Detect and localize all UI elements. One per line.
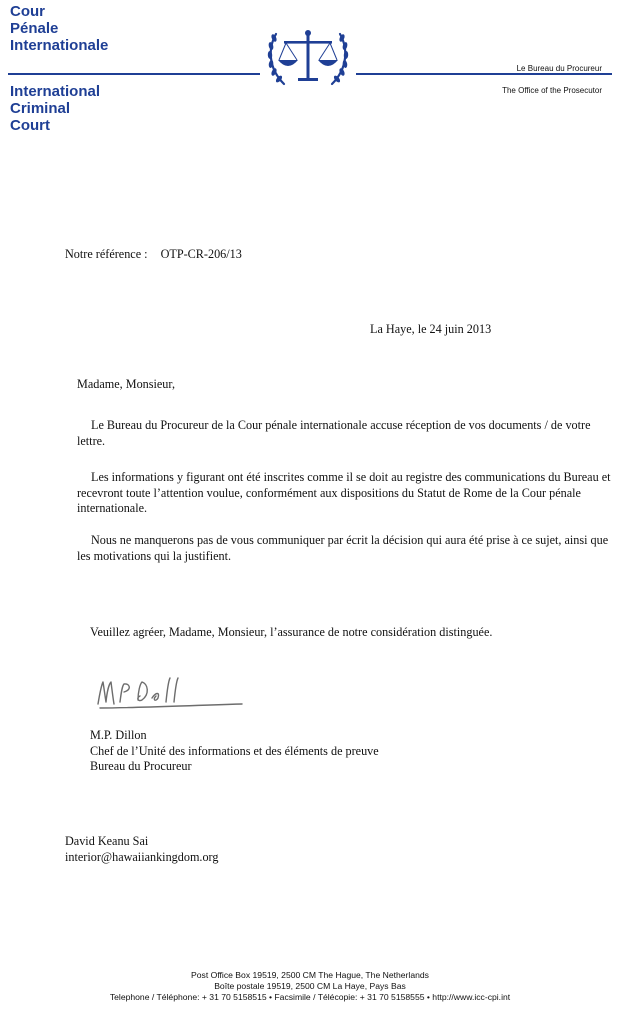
office-name-french: Le Bureau du Procureur: [516, 64, 602, 73]
letterhead-rule-right: [356, 73, 612, 75]
footer-address: [0, 970, 620, 1003]
footer-line-1: Post Office Box 19519, 2500 CM The Hague, The Netherlands: [191, 970, 429, 980]
reference-value: OTP-CR-206/13: [160, 247, 242, 261]
reference-line: [65, 247, 242, 263]
signatory-name: M.P. Dillon: [90, 728, 147, 742]
recipient-name: David Keanu Sai: [65, 834, 149, 848]
court-name-french: [10, 3, 108, 54]
closing-formula: Veuillez agréer, Madame, Monsieur, l’assurance de notre considération distinguée.: [90, 625, 493, 639]
body-paragraph-2: Les informations y figurant ont été inscrites comme il se doit au registre des communications du Bureau et recevront toute l’attention voulue, conformément aux dispositions du Statut de Rome de la Cour pénale internationale.: [77, 470, 611, 516]
court-name-en-line1: International: [10, 83, 101, 100]
court-name-en-line3: Court: [10, 117, 50, 134]
court-name-fr-line1: Cour: [10, 3, 45, 20]
salutation: Madame, Monsieur,: [77, 377, 176, 391]
signatory-block: [90, 728, 379, 775]
court-name-en-line2: Criminal: [10, 100, 71, 117]
recipient-email: interior@hawaiiankingdom.org: [65, 849, 219, 864]
signatory-title: Chef de l’Unité des informations et des éléments de preuve: [90, 743, 379, 758]
footer-line-3: Telephone / Téléphone: + 31 70 5158515 • Facsimile / Télécopie: + 31 70 5158555 • http://www.icc-cpi.int: [109, 992, 511, 1002]
court-name-fr-line2: Pénale: [10, 20, 59, 37]
body-paragraph-1: Le Bureau du Procureur de la Cour pénale internationale accuse réception de vos documents / de votre lettre.: [77, 418, 591, 448]
recipient-block: [65, 834, 219, 865]
scales-of-justice-icon: [262, 26, 354, 92]
signatory-office: Bureau du Procureur: [90, 759, 192, 774]
letter-date: La Haye, le 24 juin 2013: [370, 322, 492, 336]
court-name-fr-line3: Internationale: [10, 37, 109, 54]
office-name-english: The Office of the Prosecutor: [502, 86, 602, 95]
footer-line-2: Boîte postale 19519, 2500 CM La Haye, Pays Bas: [214, 981, 406, 991]
letterhead-rule-left: [8, 73, 260, 75]
court-name-english: [10, 83, 100, 134]
body-paragraph-3: Nous ne manquerons pas de vous communiquer par écrit la décision qui aura été prise à ce sujet, ainsi que les motivations qui la justifient.: [77, 533, 609, 563]
reference-label: Notre référence :: [65, 247, 148, 261]
handwritten-signature: [94, 674, 246, 714]
